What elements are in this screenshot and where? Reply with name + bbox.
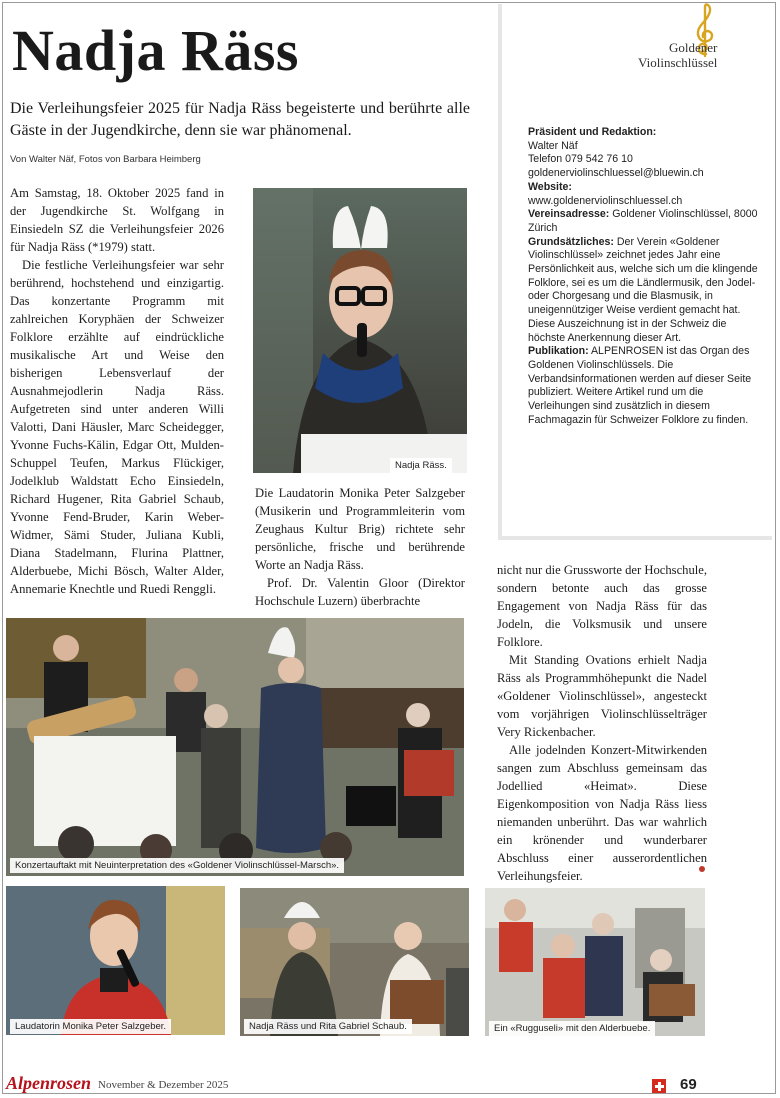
website-link: www.goldenerviolinschluessel.ch	[528, 194, 683, 207]
paragraph: Prof. Dr. Valentin Gloor (Direktor Hochschule Luzern) überbrachte	[255, 576, 465, 608]
president-name: Walter Näf	[528, 139, 578, 152]
portrait-caption: Nadja Räss.	[390, 458, 452, 473]
duo-image	[240, 888, 469, 1036]
article-byline: Von Walter Näf, Fotos von Barbara Heimberg	[10, 154, 201, 165]
paragraph: Mit Standing Ovations erhielt Nadja Räss als Programmhöhepunkt die Nadel «Goldener Violinschlüssel», angesteckt vom vorjährigen Violinschlüsselträger Very Rickenbacher.	[497, 653, 707, 739]
heading-address: Vereinsadresse:	[528, 208, 610, 221]
swiss-flag-icon	[652, 1079, 666, 1093]
duo-photo	[240, 888, 469, 1036]
logo-line-2: Violinschlüssel	[638, 55, 718, 70]
association-logo-text	[638, 40, 717, 70]
concert-image	[6, 618, 464, 876]
laudatorin-photo	[6, 886, 225, 1035]
portrait-image	[253, 188, 467, 473]
article-end-mark	[699, 866, 705, 872]
association-address: Goldener Violinschlüssel, 8000 Zürich	[528, 208, 758, 234]
alderbuebe-caption: Ein «Rugguseli» mit den Alderbuebe.	[489, 1021, 655, 1036]
publication-text: ALPENROSEN ist das Organ des Goldenen Violinschlüssels. Die Verbandsinformationen werden auf dieser Seite publiziert. Weitere Artikel rund um die Verleihungen sind zusätzlich in diesem Fachmagazin für Schweizer Folklore zu finden.	[528, 345, 752, 426]
principles-text: Der Verein «Goldener Violinschlüssel» zeichnet jedes Jahr eine Persönlichkeit aus, welche sich um die klingende Folklore, sei es um die Ländlermusik, den Jodel- oder Chorgesang und die Blasmusik, in uneigennütziger Weise verdient gemacht hat. Diese Auszeichnung ist in der Schweiz die höchste Anerkennung dieser Art.	[528, 235, 758, 344]
portrait-photo	[253, 188, 467, 473]
laudatorin-caption: Laudatorin Monika Peter Salzgeber.	[10, 1019, 171, 1034]
heading-principles: Grundsätzliches:	[528, 235, 614, 248]
paragraph: Alle jodelnden Konzert-Mitwirkenden sangen zum Abschluss gemeinsam das Jodellied «Heimat». Diese Eigenkomposition von Nadja Räss liess niemanden unberührt. Das war wahrlich ein krönender und wunderbarer Abschluss einer ausserordentlichen Verleihungsfeier.	[497, 743, 707, 883]
article-column-3	[497, 561, 707, 885]
paragraph: Am Samstag, 18. Oktober 2025 fand in der Jugendkirche St. Wolfgang in Einsiedeln SZ die Verleihungsfeier 2026 für Nadja Räss (*1979) statt.	[10, 186, 224, 254]
heading-publication: Publikation:	[528, 345, 589, 358]
email-address: goldenerviolinschluessel@bluewin.ch	[528, 167, 704, 180]
phone-number: Telefon 079 542 76 10	[528, 153, 633, 166]
page-title: Nadja Räss	[12, 18, 299, 83]
paragraph: Die Laudatorin Monika Peter Salzgeber (Musikerin und Programmleiterin vom Zeughaus Kultur Brig) richtete sehr persönliche, frische und berührende Worte an Nadja Räss.	[255, 486, 465, 572]
alderbuebe-image	[485, 888, 705, 1036]
logo-line-1: Goldener	[669, 40, 718, 55]
article-lead: Die Verleihungsfeier 2025 für Nadja Räss begeisterte und berührte alle Gäste in der Jugendkirche, denn sie war phänomenal.	[10, 100, 470, 139]
issue-date: November & Dezember 2025	[98, 1079, 229, 1091]
paragraph: nicht nur die Grussworte der Hochschule, sondern betonte auch das grosse Engagement von Nadja Räss für das Jodeln, die Volksmusik und unsere Folklore.	[497, 563, 707, 649]
paragraph: Die festliche Verleihungsfeier war sehr berührend, hochstehend und einzigartig. Das konzertante Programm mit zahlreichen Koryphäen der Schweizer Folklore erzählte auf eindrückliche musikalische Art und Weise den bisherigen Lebensverlauf der Ausnahmejodlerin Nadja Räss. Aufgetreten sind unter anderen Willi Valotti, Dani Häusler, Marc Scheidegger, Yvonne Fuchs-Kälin, Edgar Ott, Mulden-Schuppel Teufen, Markus Flückiger, Jodelklub Waldstatt Echo Einsiedeln, Richard Hugener, Rita Gabriel Schaub, Yvonne Fend-Bruder, Karin Weber-Widmer, Sämi Studer, Juliana Kubli, Diana Stadelmann, Flurina Plattner, Alderbuebe, Michi Bösch, Walter Alder, Annemarie Knechtle und Ruedi Renggli.	[10, 258, 224, 596]
magazine-brand: Alpenrosen	[6, 1073, 92, 1093]
heading-president: Präsident und Redaktion:	[528, 126, 657, 138]
duo-caption: Nadja Räss und Rita Gabriel Schaub.	[244, 1019, 412, 1034]
infobox-text	[528, 126, 760, 427]
article-column-1	[10, 184, 224, 598]
alderbuebe-photo	[485, 888, 705, 1036]
heading-website: Website:	[528, 180, 572, 193]
concert-caption: Konzertauftakt mit Neuinterpretation des «Goldener Violinschlüssel-Marsch».	[10, 858, 344, 873]
concert-photo	[6, 618, 464, 876]
laudatorin-image	[6, 886, 225, 1035]
article-column-2	[255, 484, 465, 610]
page-number: 69	[680, 1076, 697, 1093]
